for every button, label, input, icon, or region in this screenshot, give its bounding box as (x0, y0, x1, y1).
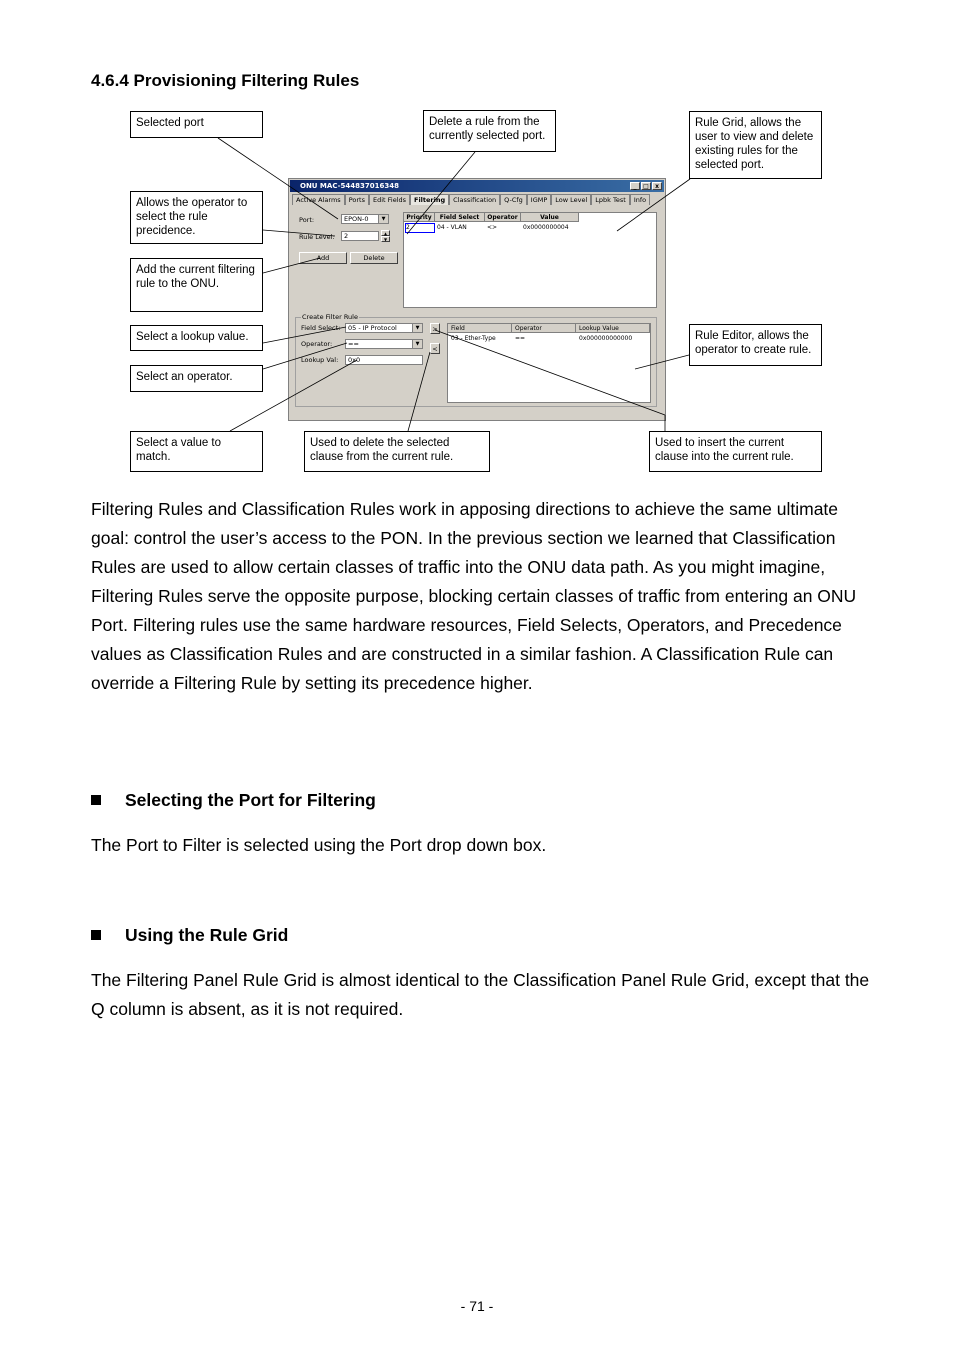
tab-q-cfg[interactable]: Q-Cfg (500, 194, 527, 205)
editor-header-lookup-value[interactable]: Lookup Value (576, 324, 650, 333)
page-number: - 71 - (460, 1298, 494, 1314)
tab-low-level[interactable]: Low Level (551, 194, 591, 205)
grid-header-operator[interactable]: Operator (485, 213, 521, 222)
field-select-label: Field Select: (301, 324, 341, 332)
square-bullet-icon (91, 795, 101, 805)
editor-cell-operator[interactable]: == (515, 335, 526, 342)
editor-header-operator[interactable]: Operator (512, 324, 576, 333)
callout-rule-editor: Rule Editor, allows the operator to create rule. (689, 324, 822, 366)
bullet-heading-port (91, 790, 376, 811)
chevron-down-icon: ▼ (378, 215, 388, 223)
callout-add-rule: Add the current filtering rule to the ONU. (130, 258, 263, 312)
lookup-input[interactable]: 0x0 (345, 355, 423, 365)
callout-value-match: Select a value to match. (130, 431, 263, 472)
add-button[interactable]: Add (299, 252, 347, 264)
section2-text: The Filtering Panel Rule Grid is almost identical to the Classification Panel Rule Grid, except that the Q column is absent, as it is not required. (91, 970, 870, 1019)
tab-active-alarms[interactable]: Active Alarms (292, 194, 345, 205)
chevron-down-icon: ▼ (412, 340, 422, 348)
body-paragraph: Filtering Rules and Classification Rules work in apposing directions to achieve the same ultimate goal: control the user’s access to the PON. In the previous section we learned that Classification Rules are used to allow certain classes of traffic into the ONU data path. As you might imagine, Filtering Rules serve the opposite purpose, blocking certain classes of traffic from entering an ONU Port. Filtering rules use the same hardware resources, Field Selects, Operators, and Precedence values as Classification Rules and are constructed in a similar fashion. A Classification Rule can override a Filtering Rule by setting its precedence higher. (91, 499, 857, 693)
bullet-heading-port-text: Selecting the Port for Filtering (125, 790, 376, 810)
minimize-button[interactable]: _ (630, 182, 640, 190)
rule-level-label: Rule Level: (299, 233, 335, 241)
leader-delete-rule (407, 152, 475, 234)
close-button[interactable]: x (652, 182, 662, 190)
leader-rule-editor (635, 355, 689, 369)
grid-header-value[interactable]: Value (521, 213, 579, 222)
window-title: ONU MAC-544837016348 (300, 182, 399, 190)
annotated-screenshot-figure (120, 105, 835, 477)
lookup-label: Lookup Val: (301, 356, 339, 364)
callout-rule-grid: Rule Grid, allows the user to view and delete existing rules for the selected port. (689, 111, 822, 179)
leader-precedence (263, 230, 335, 236)
tab-edit-fields[interactable]: Edit Fields (369, 194, 410, 205)
grid-cell-operator[interactable]: <> (487, 224, 498, 231)
leader-delete-clause (408, 352, 430, 431)
callout-operator: Select an operator. (130, 365, 263, 392)
grid-cell-field-select[interactable]: 04 - VLAN (437, 224, 467, 231)
insert-clause-button[interactable]: > (430, 323, 440, 334)
leader-lookup-value (263, 327, 346, 343)
chevron-down-icon: ▼ (412, 324, 422, 332)
leader-add-rule (263, 258, 320, 273)
remove-clause-button[interactable]: < (430, 343, 440, 354)
section1-text: The Port to Filter is selected using the Port drop down box. (91, 835, 547, 855)
tab-info[interactable]: Info (630, 194, 650, 205)
callout-delete-rule: Delete a rule from the currently selected port. (423, 110, 556, 152)
bullet-heading-grid (91, 925, 288, 946)
editor-header-field[interactable]: Field (448, 324, 512, 333)
tab-lpbk-test[interactable]: Lpbk Test (591, 194, 630, 205)
operator-value: == (348, 340, 359, 348)
create-filter-rule-label: Create Filter Rule (302, 313, 358, 321)
editor-cell-lookup-value[interactable]: 0x000000000000 (579, 335, 633, 342)
port-label: Port: (299, 216, 315, 224)
callout-delete-clause: Used to delete the selected clause from the current rule. (304, 431, 490, 472)
delete-button[interactable]: Delete (350, 252, 398, 264)
grid-header-priority[interactable]: Priority (404, 213, 435, 222)
editor-cell-field[interactable]: 03 - Ether-Type (451, 335, 496, 342)
grid-cell-priority[interactable]: 2 (405, 223, 435, 233)
callout-lookup-value: Select a lookup value. (130, 325, 263, 351)
operator-label: Operator: (301, 340, 333, 348)
grid-cell-value[interactable]: 0x0000000004 (523, 224, 569, 231)
tab-ports[interactable]: Ports (345, 194, 369, 205)
callout-insert-clause: Used to insert the current clause into the current rule. (649, 431, 822, 472)
tab-classification[interactable]: Classification (449, 194, 500, 205)
leader-insert-clause-b (435, 330, 665, 415)
field-select-value: 05 - IP Protocol (348, 324, 397, 332)
maximize-button[interactable]: □ (641, 182, 651, 190)
grid-header-field-select[interactable]: Field Select (435, 213, 485, 222)
tab-igmp[interactable]: IGMP (527, 194, 551, 205)
section-heading: 4.6.4 Provisioning Filtering Rules (91, 71, 360, 90)
callout-precedence: Allows the operator to select the rule precidence. (130, 191, 263, 244)
spin-up-icon[interactable]: ▲ (381, 230, 390, 236)
leader-operator (263, 343, 347, 369)
leader-rule-grid (617, 179, 690, 231)
rule-level-value: 2 (344, 232, 349, 240)
spin-down-icon[interactable]: ▼ (381, 236, 390, 242)
square-bullet-icon (91, 930, 101, 940)
tab-filtering[interactable]: Filtering (410, 194, 449, 205)
callout-selected-port: Selected port (130, 111, 263, 138)
port-dropdown-value: EPON-0 (344, 215, 369, 223)
bullet-heading-grid-text: Using the Rule Grid (125, 925, 289, 945)
